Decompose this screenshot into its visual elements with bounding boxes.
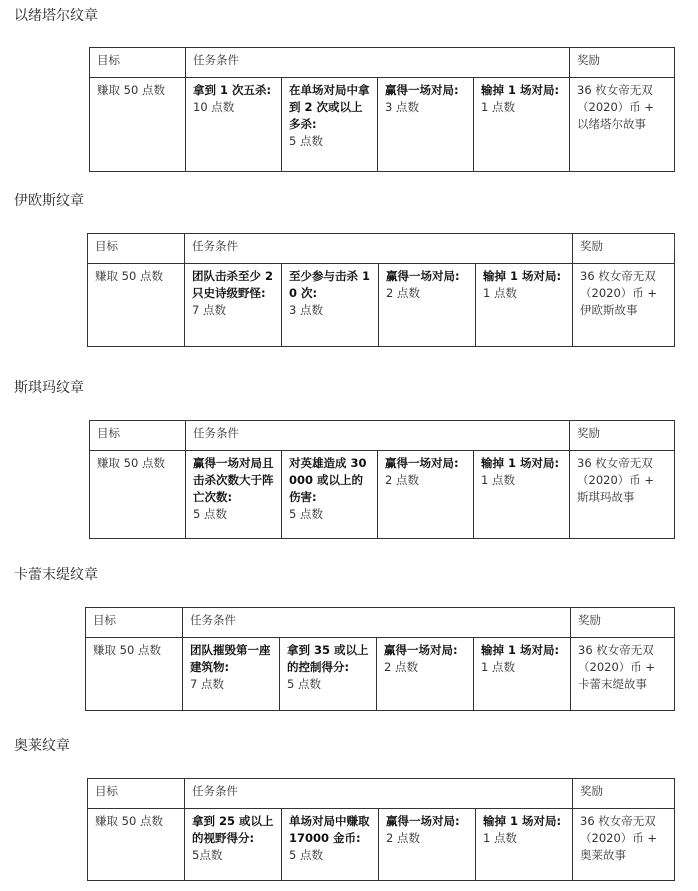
table-row [88, 264, 675, 347]
reward-cell: 36 枚女帝无双（2020）币 + 以绪塔尔故事 [570, 78, 675, 172]
condition-points: 1 点数 [483, 831, 517, 845]
divider [674, 234, 675, 252]
condition-points: 1 点数 [481, 660, 515, 674]
condition-title: 输掉 1 场对局: [483, 269, 562, 283]
table-header-row [90, 421, 675, 451]
condition-title: 输掉 1 场对局: [481, 456, 560, 470]
emblem-table [89, 420, 675, 539]
section-title: 奥莱纹章 [14, 738, 70, 754]
goal-cell: 赚取 50 点数 [88, 264, 185, 347]
condition-cell [474, 451, 570, 539]
goal-header: 目标 [90, 421, 186, 451]
condition-points: 5点数 [192, 848, 223, 862]
goal-header: 目标 [86, 608, 183, 638]
condition-points: 10 点数 [193, 100, 235, 114]
reward-header: 奖励 [573, 779, 675, 809]
condition-cell [282, 78, 378, 172]
condition-title: 赢得一场对局: [385, 456, 459, 470]
section-title: 斯琪玛纹章 [14, 380, 84, 396]
goal-cell: 赚取 50 点数 [86, 638, 183, 711]
condition-cell [476, 809, 573, 881]
condition-cell [282, 451, 378, 539]
conditions-header: 任务条件 [183, 608, 571, 638]
condition-cell [378, 78, 474, 172]
goal-cell: 赚取 50 点数 [88, 809, 185, 881]
condition-points: 5 点数 [193, 507, 227, 521]
reward-header: 奖励 [571, 608, 675, 638]
emblem-table [89, 47, 675, 172]
condition-points: 1 点数 [483, 286, 517, 300]
condition-cell [186, 451, 282, 539]
table-row [90, 451, 675, 539]
emblem-table [85, 607, 675, 711]
condition-cell [280, 638, 377, 711]
table-header-row [88, 234, 675, 264]
reward-cell: 36 枚女帝无双（2020）币 + 斯琪玛故事 [570, 451, 675, 539]
condition-title: 赢得一场对局: [384, 643, 458, 657]
goal-header: 目标 [88, 779, 185, 809]
goal-cell: 赚取 50 点数 [90, 451, 186, 539]
condition-title: 赢得一场对局且击杀次数大于阵亡次数: [193, 456, 274, 504]
condition-points: 3 点数 [289, 303, 323, 317]
goal-cell: 赚取 50 点数 [90, 78, 186, 172]
table-row [90, 78, 675, 172]
condition-title: 拿到 1 次五杀: [193, 83, 272, 97]
section-title: 卡蕾末缇纹章 [14, 567, 98, 583]
condition-title: 赢得一场对局: [385, 83, 459, 97]
conditions-header: 任务条件 [185, 234, 573, 264]
conditions-header: 任务条件 [186, 421, 570, 451]
table-header-row [86, 608, 675, 638]
condition-cell [183, 638, 280, 711]
condition-cell [282, 264, 379, 347]
condition-points: 5 点数 [289, 134, 323, 148]
condition-points: 1 点数 [481, 100, 515, 114]
condition-points: 2 点数 [385, 473, 419, 487]
condition-cell [282, 809, 379, 881]
goal-header: 目标 [90, 48, 186, 78]
section-title: 以绪塔尔纹章 [14, 8, 98, 24]
condition-points: 7 点数 [190, 677, 224, 691]
condition-title: 拿到 35 或以上的控制得分: [287, 643, 369, 674]
condition-title: 输掉 1 场对局: [483, 814, 562, 828]
table-header-row [88, 779, 675, 809]
condition-title: 团队击杀至少 2 只史诗级野怪: [192, 269, 274, 300]
condition-title: 输掉 1 场对局: [481, 643, 560, 657]
condition-title: 输掉 1 场对局: [481, 83, 560, 97]
condition-points: 2 点数 [384, 660, 418, 674]
condition-title: 赢得一场对局: [386, 814, 460, 828]
condition-cell [378, 451, 474, 539]
reward-cell: 36 枚女帝无双（2020）币 + 伊欧斯故事 [573, 264, 675, 347]
condition-title: 在单场对局中拿到 2 次或以上多杀: [289, 83, 370, 131]
condition-cell [474, 638, 571, 711]
table-row [86, 638, 675, 711]
condition-title: 拿到 25 或以上的视野得分: [192, 814, 274, 845]
conditions-header: 任务条件 [185, 779, 573, 809]
condition-title: 团队摧毁第一座建筑物: [190, 643, 271, 674]
condition-cell [474, 78, 570, 172]
emblem-table [87, 778, 675, 881]
condition-title: 赢得一场对局: [386, 269, 460, 283]
condition-cell [379, 264, 476, 347]
condition-cell [377, 638, 474, 711]
condition-points: 5 点数 [287, 677, 321, 691]
condition-points: 2 点数 [386, 286, 420, 300]
reward-cell: 36 枚女帝无双（2020）币 + 奥莱故事 [573, 809, 675, 881]
condition-cell [186, 78, 282, 172]
table-row [88, 809, 675, 881]
conditions-header: 任务条件 [186, 48, 570, 78]
reward-header: 奖励 [570, 421, 675, 451]
condition-points: 5 点数 [289, 848, 323, 862]
condition-points: 7 点数 [192, 303, 226, 317]
condition-points: 3 点数 [385, 100, 419, 114]
table-header-row [90, 48, 675, 78]
goal-header: 目标 [88, 234, 185, 264]
reward-header: 奖励 [570, 48, 675, 78]
condition-points: 1 点数 [481, 473, 515, 487]
condition-points: 5 点数 [289, 507, 323, 521]
condition-cell [185, 809, 282, 881]
reward-cell: 36 枚女帝无双（2020）币 + 卡蕾末缇故事 [571, 638, 675, 711]
emblem-table [87, 233, 675, 347]
section-title: 伊欧斯纹章 [14, 193, 84, 209]
condition-points: 2 点数 [386, 831, 420, 845]
condition-title: 对英雄造成 30000 或以上的伤害: [289, 456, 367, 504]
condition-cell [185, 264, 282, 347]
condition-title: 至少参与击杀 10 次: [289, 269, 371, 300]
reward-header: 奖励 [573, 234, 675, 264]
condition-cell [379, 809, 476, 881]
condition-title: 单场对局中赚取 17000 金币: [289, 814, 370, 845]
condition-cell [476, 264, 573, 347]
